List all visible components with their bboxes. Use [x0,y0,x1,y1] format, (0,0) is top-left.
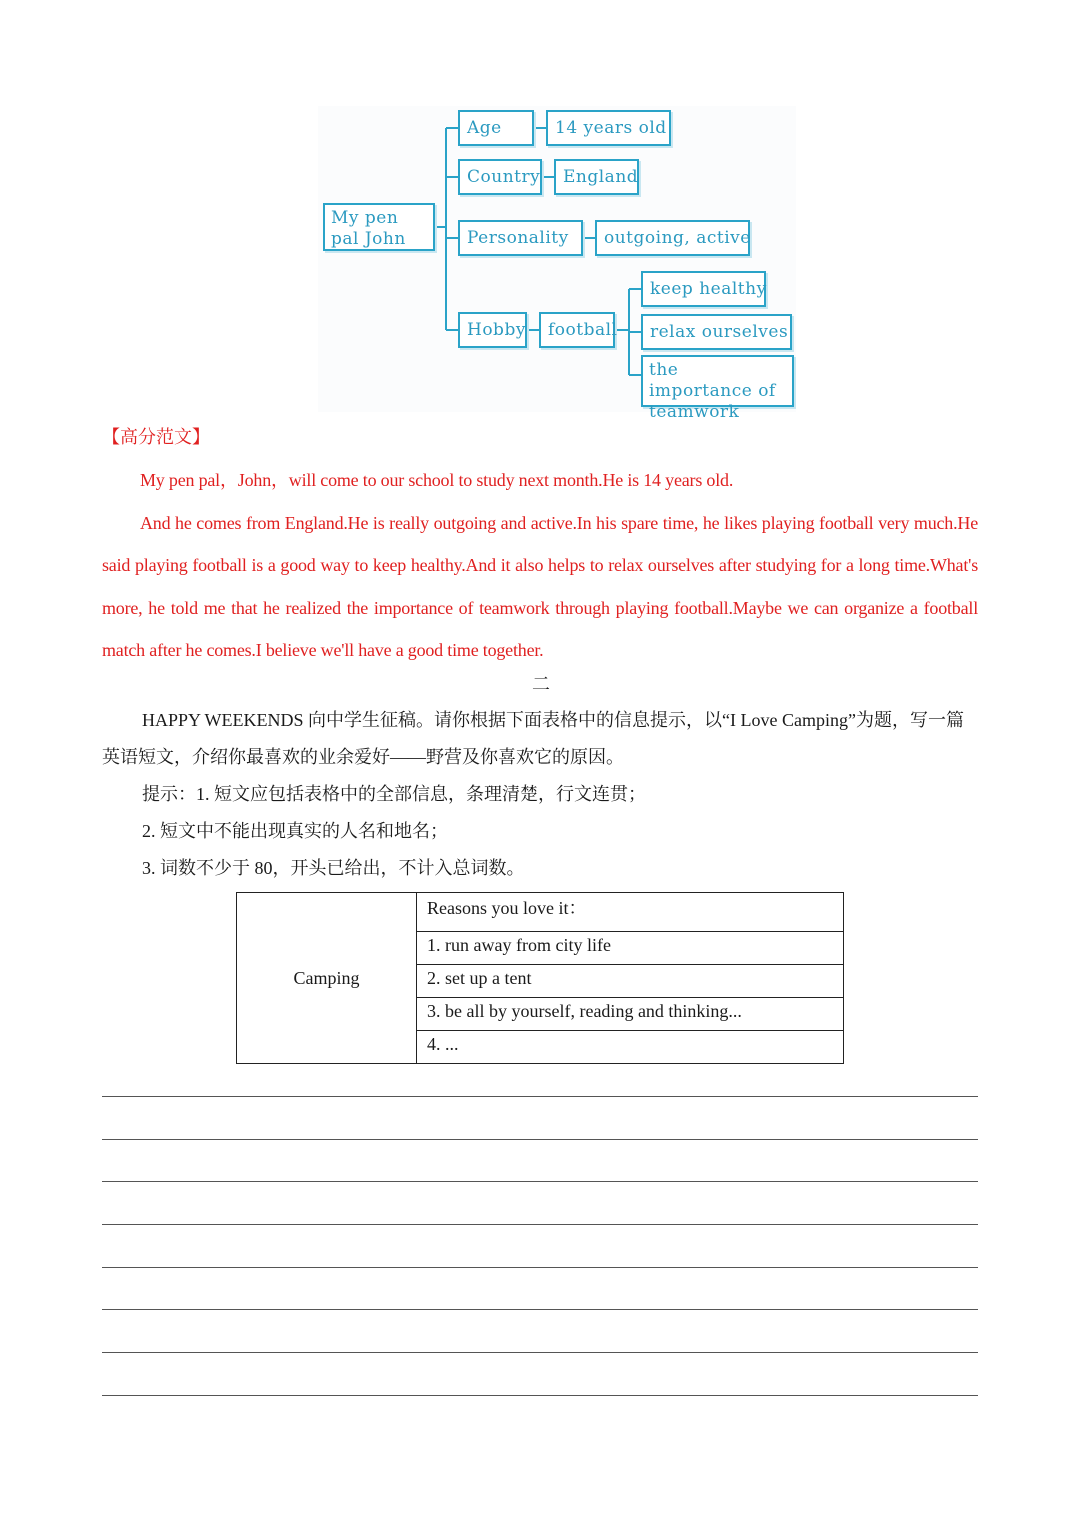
table-row: 1. run away from city life [417,932,844,965]
table-topic-cell: Camping [237,893,417,1064]
personality-value-node: outgoing, active [595,220,750,256]
writing-lines [102,1096,978,1438]
camping-reasons-table [236,892,844,1064]
writing-line[interactable] [102,1309,978,1310]
writing-line[interactable] [102,1096,978,1097]
pen-pal-mind-map [318,106,796,422]
age-value-node: 14 years old [546,110,671,146]
model-essay [102,459,978,672]
writing-task [102,702,978,887]
hobby-value-node: football [539,312,615,348]
essay-paragraph: And he comes from England.He is really outgoing and active.In his spare time, he likes playing football very much.He said playing football is a good way to keep healthy.And it also helps to relax ourselves after studying for a long time.What's more, he told me that he realized the importance of teamwork through playing football.Maybe we can organize a football match after he comes.I believe we'll have a good time together. [102,512,978,660]
table-row: Reasons you love it： [417,893,844,932]
table-row: 2. set up a tent [417,965,844,998]
reason-node: the importance of teamwork [641,355,794,407]
personality-label-node: Personality [458,220,583,256]
root-node: My pen pal John [323,203,435,251]
reason-node: relax ourselves [641,314,792,350]
task-tip: 提示：1. 短文应包括表格中的全部信息，条理清楚，行文连贯； [142,784,646,804]
writing-line[interactable] [102,1224,978,1225]
essay-paragraph: My pen pal，John，will come to our school to study next month.He is 14 years old. [140,470,734,490]
writing-line[interactable] [102,1267,978,1268]
task-prompt: HAPPY WEEKENDS 向中学生征稿。请你根据下面表格中的信息提示，以“I Love Camping”为题，写一篇英语短文，介绍你最喜欢的业余爱好——野营及你喜欢它的原因。 [102,710,964,767]
country-value-node: England [554,159,639,195]
writing-line[interactable] [102,1395,978,1396]
writing-line[interactable] [102,1352,978,1353]
table-row: 4. ... [417,1031,844,1064]
writing-line[interactable] [102,1139,978,1140]
table-row: 3. be all by yourself, reading and thinking... [417,998,844,1031]
task-tip: 3. 词数不少于 80，开头已给出，不计入总词数。 [142,858,525,878]
age-label-node: Age [458,110,534,146]
section-number: 二 [532,674,550,695]
task-tip: 2. 短文中不能出现真实的人名和地名； [142,821,448,841]
country-label-node: Country [458,159,542,195]
writing-line[interactable] [102,1181,978,1182]
model-essay-heading: 【高分范文】 [102,427,210,448]
reason-node: keep healthy [641,271,766,307]
hobby-label-node: Hobby [458,312,527,348]
